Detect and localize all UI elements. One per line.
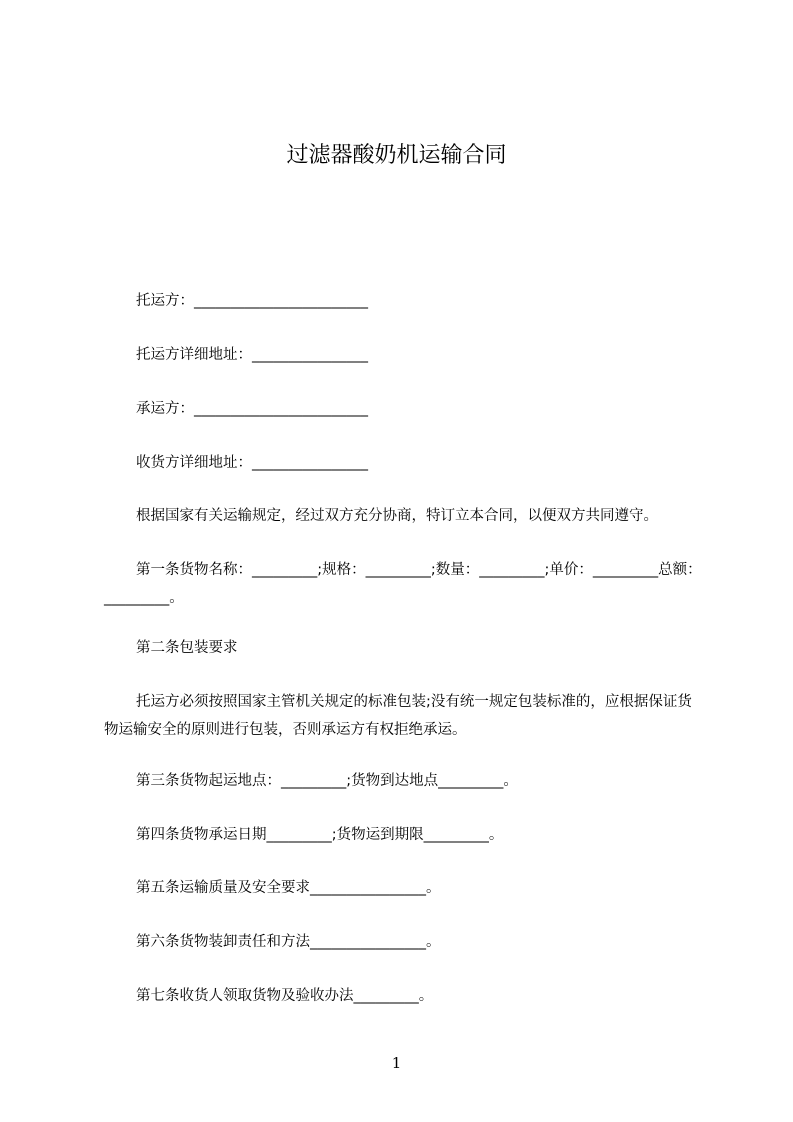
article-5-paragraph: 第五条运输质量及安全要求________________。 [136,880,441,896]
article-7-paragraph: 第七条收货人领取货物及验收办法_________。 [136,988,434,1004]
article-4-paragraph: 第四条货物承运日期_________;货物运到期限_________。 [136,827,504,843]
article-2-paragraph: 托运方必须按照国家主管机关规定的标准包装;没有统一规定包装标准的，应根据保证货物运输安全的原则进行包装，否则承运方有权拒绝承运。 [104,694,692,738]
article-3-paragraph: 第三条货物起运地点：_________;货物到达地点_________。 [136,773,518,789]
consignee-address-line: 收货方详细地址：________________ [136,455,368,471]
carrier-line: 承运方：________________________ [136,401,368,417]
article-1-paragraph: 第一条货物名称：_________;规格：_________;数量：_________;单价：_________总额：_________。 [104,562,702,606]
consignor-address-line: 托运方详细地址：________________ [136,347,368,363]
article-2-heading: 第二条包装要求 [136,640,238,656]
page-number: 1 [391,1054,402,1072]
document-title: 过滤器酸奶机运输合同 [286,143,507,168]
consignor-line: 托运方：________________________ [136,293,368,309]
preamble-paragraph: 根据国家有关运输规定，经过双方充分协商，特订立本合同，以便双方共同遵守。 [136,508,658,524]
article-6-paragraph: 第六条货物装卸责任和方法________________。 [136,934,441,950]
